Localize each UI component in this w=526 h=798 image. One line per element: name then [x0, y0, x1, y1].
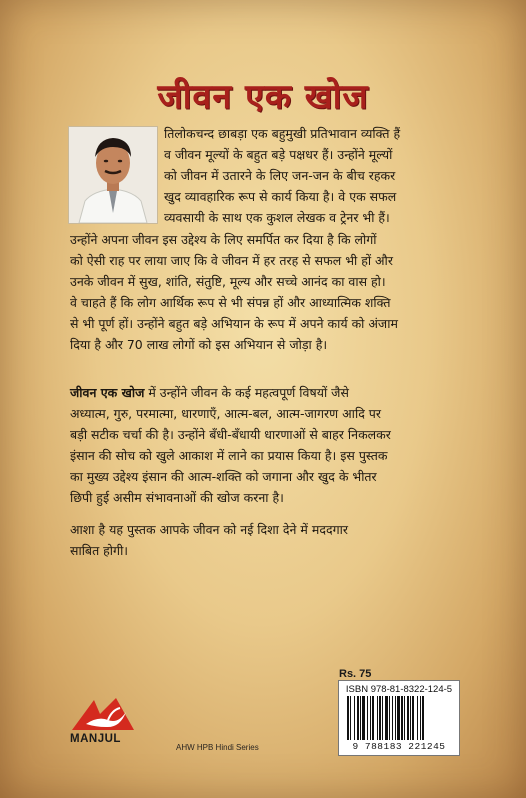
closing-note — [70, 519, 462, 561]
author-photo — [68, 126, 158, 224]
text-line: वे चाहते हैं कि लोग आर्थिक रूप से भी संपन्न हों और आध्यात्मिक शक्ति — [70, 295, 391, 310]
text-line: छिपी हुई असीम संभावनाओं की खोज करना है। — [70, 490, 284, 505]
series-label: AHW HPB Hindi Series — [176, 743, 259, 752]
book-description — [70, 382, 462, 508]
text-line: का मुख्य उद्देश्य इंसान की आत्म-शक्ति को जगाना और खुद के भीतर — [70, 469, 377, 484]
text-segment: में उन्होंने जीवन के कई महत्वपूर्ण विषयों जैसे — [144, 385, 349, 400]
text-line — [70, 382, 462, 403]
isbn-barcode — [338, 680, 460, 756]
text-line: को ऐसी राह पर लाया जाए कि वे जीवन में हर तरह से सफल भी हों और — [70, 253, 393, 268]
book-title: जीवन एक खोज — [157, 77, 369, 117]
text-line: को जीवन में उतारने के लिए जन-जन के बीच रहकर — [164, 168, 396, 183]
text-line: तिलोकचन्द छाबड़ा एक बहुमुखी प्रतिभावान व्यक्ति हैं — [164, 126, 401, 141]
text-line: इंसान की सोच को खुले आकाश में लाने का प्रयास किया है। इस पुस्तक — [70, 448, 388, 463]
text-line: दिया है और 70 लाख लोगों को इस अभियान से जोड़ा है। — [70, 337, 328, 352]
text-line: साबित होगी। — [70, 543, 129, 558]
text-line: आशा है यह पुस्तक आपके जीवन को नई दिशा देने में मददगार — [70, 522, 349, 537]
price-label: Rs. 75 — [339, 668, 372, 680]
isbn-text: ISBN 978-81-8322-124-5 — [345, 684, 453, 695]
text-line: बड़ी सटीक चर्चा की है। उन्होंने बँधी-बँधायी धारणाओं से बाहर निकलकर — [70, 427, 391, 442]
author-intro-side — [164, 123, 464, 228]
text-line: खुद व्यावहारिक रूप से कार्य किया है। वे एक सफल — [164, 189, 397, 204]
text-line: उन्होंने अपना जीवन इस उद्देश्य के लिए समर्पित कर दिया है कि लोगों — [70, 232, 377, 247]
text-line: व्यवसायी के साथ एक कुशल लेखक व ट्रेनर भी हैं। — [164, 210, 390, 225]
author-intro-full — [70, 229, 462, 355]
text-line: से भी पूर्ण हों। उन्होंने बहुत बड़े अभियान के रूप में अपने कार्य को अंजाम — [70, 316, 398, 331]
barcode-digits: 9 788183 221245 — [352, 741, 446, 752]
book-title-inline: जीवन एक खोज — [70, 385, 145, 400]
text-line: व जीवन मूल्यों के बहुत बड़े पक्षधर हैं। उन्होंने मूल्यों — [164, 147, 393, 162]
text-line: उनके जीवन में सुख, शांति, संतुष्टि, मूल्य और सच्चे आनंद का वास हो। — [70, 274, 386, 289]
text-line: अध्यात्म, गुरु, परमात्मा, धारणाएँ, आत्म-बल, आत्म-जागरण आदि पर — [70, 406, 382, 421]
publisher-name: MANJUL — [70, 733, 121, 745]
